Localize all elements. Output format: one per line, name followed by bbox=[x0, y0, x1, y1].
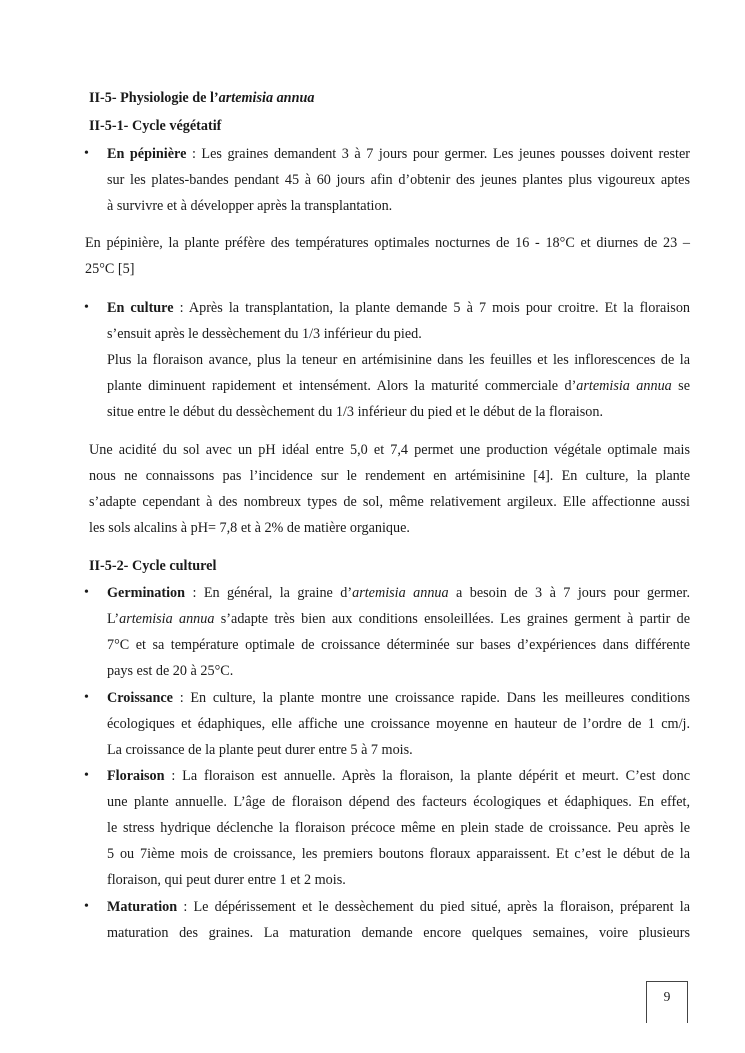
paragraph-soil bbox=[89, 441, 690, 545]
paragraph-maturation bbox=[107, 898, 690, 950]
bullet-croissance: • bbox=[84, 690, 89, 705]
bullet-floraison: • bbox=[84, 768, 89, 783]
text-line: Maturation : Le dépérissement et le dessèchement du pied situé, après la floraison, préparent la bbox=[107, 899, 690, 915]
subsection-heading-cultural-cycle: II-5-2- Cycle culturel bbox=[89, 558, 217, 574]
text-line: pays est de 20 à 25°C. bbox=[107, 663, 234, 679]
bullet-pepiniere: • bbox=[84, 146, 89, 161]
text-line: plante diminuent rapidement et intensément. Alors la maturité commerciale d’artemisia annua se bbox=[107, 378, 690, 394]
term-floraison: Floraison bbox=[107, 768, 165, 784]
bullet-maturation: • bbox=[84, 899, 89, 914]
bullet-germination: • bbox=[84, 585, 89, 600]
text-line: 25°C [5] bbox=[85, 261, 135, 277]
paragraph-germination bbox=[107, 584, 690, 688]
section-heading bbox=[89, 89, 314, 107]
term-maturation: Maturation bbox=[107, 899, 178, 915]
text-line: s’ensuit après le dessèchement du 1/3 inférieur du pied. bbox=[107, 326, 422, 342]
text-line: floraison, qui peut durer entre 1 et 2 mois. bbox=[107, 872, 346, 888]
text-line: s’adapte cependant à des nombreux types de sol, même relativement argileux. Elle affectionne aussi bbox=[89, 494, 690, 510]
bullet-culture: • bbox=[84, 300, 89, 315]
text-line: nous ne connaissons pas l’incidence sur le rendement en artémisinine [4]. En culture, la plante bbox=[89, 468, 690, 484]
paragraph-floraison bbox=[107, 767, 690, 897]
text-line: écologiques et édaphiques, elle affiche une croissance moyenne en hauteur de l’ordre de 1 cm/j. bbox=[107, 716, 690, 732]
paragraph-croissance bbox=[107, 689, 690, 767]
species-name: artemisia annua bbox=[352, 585, 449, 601]
paragraph-culture bbox=[107, 299, 690, 429]
term-croissance: Croissance bbox=[107, 690, 173, 706]
subsection-heading-vegetative-cycle: II-5-1- Cycle végétatif bbox=[89, 118, 222, 134]
species-name: artemisia annua bbox=[119, 611, 215, 627]
section-heading-text: II-5- Physiologie de l’ bbox=[89, 90, 219, 106]
text-line: Floraison : La floraison est annuelle. Après la floraison, la plante dépérit et meurt. C’est donc bbox=[107, 768, 690, 784]
text-line: En culture : Après la transplantation, la plante demande 5 à 7 mois pour croitre. Et la floraison bbox=[107, 300, 691, 316]
text-line: La croissance de la plante peut durer entre 5 à 7 mois. bbox=[107, 742, 413, 758]
term-pepiniere: En pépinière bbox=[107, 146, 187, 162]
text-line: 7°C et sa température optimale de croissance déterminée sur bases d’expériences dans différente bbox=[107, 637, 690, 653]
text-line: Plus la floraison avance, plus la teneur en artémisinine dans les feuilles et les inflorescences de la bbox=[107, 352, 690, 368]
text-line: L’artemisia annua s’adapte très bien aux conditions ensoleillées. Les graines germent à partir de bbox=[107, 611, 690, 627]
species-name: artemisia annua bbox=[576, 378, 672, 394]
term-germination: Germination bbox=[107, 585, 186, 601]
text-line: le stress hydrique déclenche la floraison précoce même en plein stade de croissance. Peu après le bbox=[107, 820, 690, 836]
text-line: à survivre et à développer après la transplantation. bbox=[107, 198, 393, 214]
section-heading-species: artemisia annua bbox=[218, 90, 315, 106]
text-line: une plante annuelle. L’âge de floraison dépend des facteurs écologiques et édaphiques. En effet, bbox=[107, 794, 690, 810]
text-line: Germination : En général, la graine d’artemisia annua a besoin de 3 à 7 jours pour germer. bbox=[107, 585, 690, 601]
text-line: En pépinière, la plante préfère des températures optimales nocturnes de 16 - 18°C et diurnes de 23 – bbox=[85, 235, 690, 251]
text-line: 5 ou 7ième mois de croissance, les premiers boutons floraux apparaissent. Et c’est le début de la bbox=[107, 846, 690, 862]
text-line: Une acidité du sol avec un pH idéal entre 5,0 et 7,4 permet une production végétale optimale mais bbox=[89, 442, 690, 458]
text-line: Croissance : En culture, la plante montre une croissance rapide. Dans les meilleures conditions bbox=[107, 690, 690, 706]
paragraph-temperature bbox=[85, 234, 690, 286]
text-line: les sols alcalins à pH= 7,8 et à 2% de matière organique. bbox=[89, 520, 410, 536]
text-line: maturation des graines. La maturation demande encore quelques semaines, voire plusieurs bbox=[107, 925, 690, 941]
page-number: 9 bbox=[646, 981, 688, 1023]
text-line: En pépinière : Les graines demandent 3 à 7 jours pour germer. Les jeunes pousses doivent rester bbox=[107, 146, 690, 162]
paragraph-pepiniere bbox=[107, 145, 690, 223]
text-line: situe entre le début du dessèchement du 1/3 inférieur du pied et le début de la floraison. bbox=[107, 404, 604, 420]
text-line: sur les plates-bandes pendant 45 à 60 jours afin d’obtenir des jeunes plantes plus vigoureux aptes bbox=[107, 172, 690, 188]
term-culture: En culture bbox=[107, 300, 174, 316]
